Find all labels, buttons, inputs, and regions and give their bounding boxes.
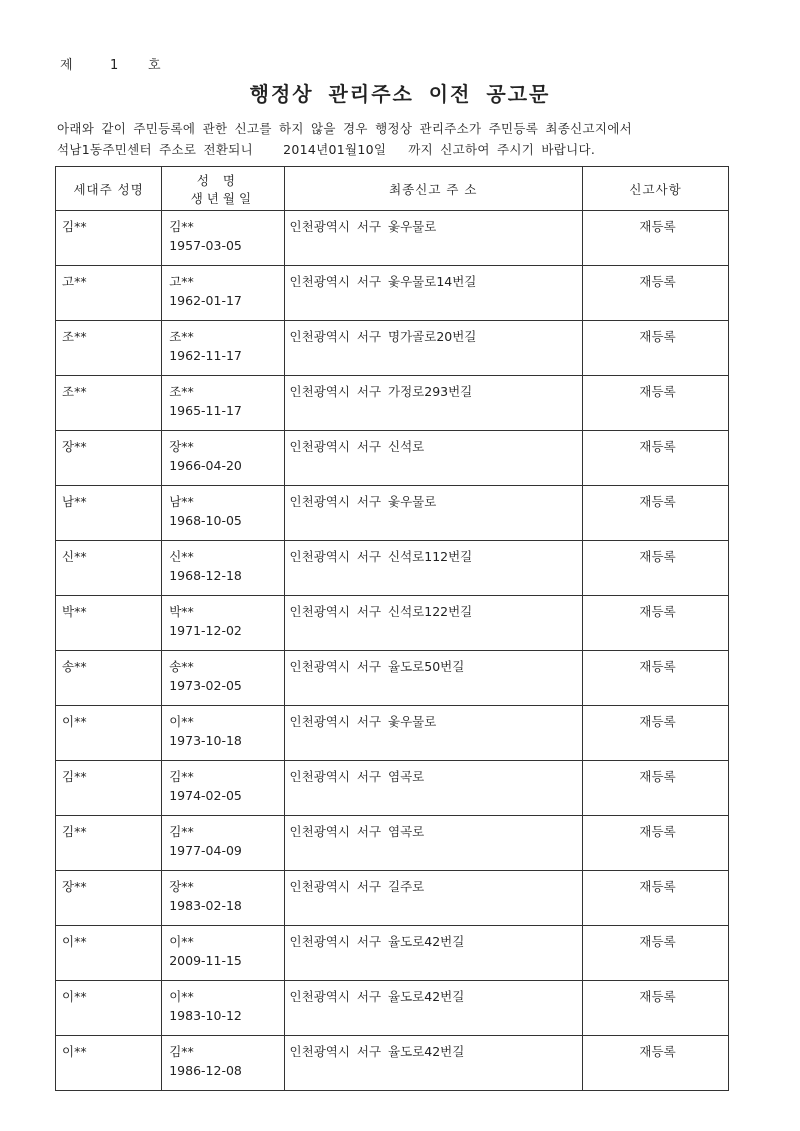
intro-line-2-start: 석남1동주민센터 주소로 전환되니 bbox=[57, 142, 254, 157]
report-type: 재등록 bbox=[639, 934, 676, 949]
birth-date: 1983-10-12 bbox=[169, 1008, 242, 1023]
person-info bbox=[162, 816, 283, 860]
householder-cell bbox=[56, 706, 162, 761]
householder-cell bbox=[56, 486, 162, 541]
person-info bbox=[162, 431, 283, 475]
person-info bbox=[162, 871, 283, 915]
householder-name: 조** bbox=[62, 329, 87, 344]
householder-name: 김** bbox=[62, 219, 87, 234]
person-name: 조** bbox=[169, 329, 194, 344]
address-cell bbox=[284, 486, 583, 541]
householder-cell bbox=[56, 651, 162, 706]
last-address: 인천광역시 서구 신석로122번길 bbox=[289, 604, 473, 619]
address-cell bbox=[284, 541, 583, 596]
person-name: 송** bbox=[169, 659, 194, 674]
table-row bbox=[56, 266, 729, 321]
householder-cell bbox=[56, 211, 162, 266]
last-address: 인천광역시 서구 옻우물로 bbox=[289, 714, 437, 729]
person-info bbox=[162, 486, 283, 530]
last-address: 인천광역시 서구 가정로293번길 bbox=[289, 384, 473, 399]
householder-cell bbox=[56, 596, 162, 651]
address-cell bbox=[284, 431, 583, 486]
report-type: 재등록 bbox=[639, 659, 676, 674]
address-cell bbox=[284, 871, 583, 926]
report-type: 재등록 bbox=[639, 549, 676, 564]
person-info bbox=[162, 651, 283, 695]
table-row bbox=[56, 1036, 729, 1091]
householder-name: 고** bbox=[62, 274, 87, 289]
doc-number-value: 1 bbox=[110, 58, 121, 73]
householder-cell bbox=[56, 266, 162, 321]
person-info bbox=[162, 761, 283, 805]
address-cell bbox=[284, 321, 583, 376]
person-name: 김** bbox=[169, 824, 194, 839]
intro-line-2-end: 까지 신고하여 주시기 바랍니다. bbox=[408, 142, 596, 157]
householder-cell bbox=[56, 431, 162, 486]
table-row bbox=[56, 871, 729, 926]
report-type: 재등록 bbox=[639, 824, 676, 839]
page-title: 행정상 관리주소 이전 공고문 bbox=[249, 82, 551, 106]
report-cell bbox=[583, 651, 729, 706]
last-address: 인천광역시 서구 신석로112번길 bbox=[289, 549, 473, 564]
birth-date: 1962-01-17 bbox=[169, 293, 242, 308]
doc-number-prefix: 제 bbox=[60, 58, 75, 73]
table-body bbox=[56, 211, 729, 1091]
householder-cell bbox=[56, 926, 162, 981]
table-row bbox=[56, 376, 729, 431]
address-cell bbox=[284, 761, 583, 816]
birth-date: 2009-11-15 bbox=[169, 953, 242, 968]
report-cell bbox=[583, 981, 729, 1036]
person-name: 조** bbox=[169, 384, 194, 399]
birth-date: 1983-02-18 bbox=[169, 898, 242, 913]
person-cell bbox=[162, 431, 284, 486]
document-number bbox=[60, 54, 163, 73]
address-cell bbox=[284, 816, 583, 871]
person-info bbox=[162, 321, 283, 365]
table-row bbox=[56, 926, 729, 981]
report-type: 재등록 bbox=[639, 989, 676, 1004]
last-address: 인천광역시 서구 염곡로 bbox=[289, 824, 425, 839]
table-row bbox=[56, 706, 729, 761]
report-cell bbox=[583, 266, 729, 321]
person-info bbox=[162, 1036, 283, 1080]
householder-name: 장** bbox=[62, 439, 87, 454]
table-row bbox=[56, 431, 729, 486]
householder-name: 박** bbox=[62, 604, 87, 619]
householder-cell bbox=[56, 376, 162, 431]
last-address: 인천광역시 서구 옻우물로 bbox=[289, 494, 437, 509]
last-address: 인천광역시 서구 율도로42번길 bbox=[289, 934, 465, 949]
person-name: 이** bbox=[169, 714, 194, 729]
address-cell bbox=[284, 981, 583, 1036]
header-birth: 생년월일 bbox=[190, 190, 256, 206]
birth-date: 1965-11-17 bbox=[169, 403, 242, 418]
person-name: 김** bbox=[169, 769, 194, 784]
report-type: 재등록 bbox=[639, 714, 676, 729]
person-cell bbox=[162, 376, 284, 431]
report-type: 재등록 bbox=[639, 274, 676, 289]
report-cell bbox=[583, 321, 729, 376]
table-header-row bbox=[56, 167, 729, 211]
householder-cell bbox=[56, 761, 162, 816]
householder-name: 송** bbox=[62, 659, 87, 674]
person-cell bbox=[162, 266, 284, 321]
birth-date: 1977-04-09 bbox=[169, 843, 242, 858]
birth-date: 1973-10-18 bbox=[169, 733, 242, 748]
person-cell bbox=[162, 1036, 284, 1091]
householder-cell bbox=[56, 1036, 162, 1091]
report-cell bbox=[583, 596, 729, 651]
person-cell bbox=[162, 541, 284, 596]
person-info bbox=[162, 266, 283, 310]
householder-name: 김** bbox=[62, 824, 87, 839]
householder-name: 신** bbox=[62, 549, 87, 564]
person-cell bbox=[162, 651, 284, 706]
person-cell bbox=[162, 211, 284, 266]
last-address: 인천광역시 서구 신석로 bbox=[289, 439, 425, 454]
report-type: 재등록 bbox=[639, 439, 676, 454]
householder-name: 남** bbox=[62, 494, 87, 509]
person-cell bbox=[162, 321, 284, 376]
birth-date: 1974-02-05 bbox=[169, 788, 242, 803]
report-cell bbox=[583, 486, 729, 541]
householder-cell bbox=[56, 981, 162, 1036]
person-info bbox=[162, 211, 283, 255]
report-type: 재등록 bbox=[639, 494, 676, 509]
householder-name: 이** bbox=[62, 1044, 87, 1059]
householder-cell bbox=[56, 541, 162, 596]
deadline-date: 2014년01월10일 bbox=[283, 142, 387, 157]
address-cell bbox=[284, 266, 583, 321]
person-name: 이** bbox=[169, 934, 194, 949]
header-name-birth bbox=[162, 167, 284, 211]
report-cell bbox=[583, 816, 729, 871]
header-address: 최종신고 주 소 bbox=[284, 167, 583, 211]
birth-date: 1968-10-05 bbox=[169, 513, 242, 528]
birth-date: 1962-11-17 bbox=[169, 348, 242, 363]
last-address: 인천광역시 서구 율도로42번길 bbox=[289, 1044, 465, 1059]
last-address: 인천광역시 서구 염곡로 bbox=[289, 769, 425, 784]
person-cell bbox=[162, 871, 284, 926]
report-cell bbox=[583, 541, 729, 596]
householder-name: 이** bbox=[62, 989, 87, 1004]
person-cell bbox=[162, 486, 284, 541]
header-report: 신고사항 bbox=[583, 167, 729, 211]
report-cell bbox=[583, 1036, 729, 1091]
person-cell bbox=[162, 596, 284, 651]
person-name: 남** bbox=[169, 494, 194, 509]
birth-date: 1968-12-18 bbox=[169, 568, 242, 583]
table-row bbox=[56, 981, 729, 1036]
report-type: 재등록 bbox=[639, 769, 676, 784]
report-cell bbox=[583, 926, 729, 981]
report-cell bbox=[583, 706, 729, 761]
report-cell bbox=[583, 871, 729, 926]
address-cell bbox=[284, 1036, 583, 1091]
person-name: 장** bbox=[169, 439, 194, 454]
table-row bbox=[56, 321, 729, 376]
person-name: 고** bbox=[169, 274, 194, 289]
doc-number-suffix: 호 bbox=[148, 58, 163, 73]
report-type: 재등록 bbox=[639, 384, 676, 399]
last-address: 인천광역시 서구 길주로 bbox=[289, 879, 425, 894]
notice-table bbox=[55, 166, 729, 1091]
report-type: 재등록 bbox=[639, 329, 676, 344]
last-address: 인천광역시 서구 옻우물로 bbox=[289, 219, 437, 234]
header-householder: 세대주 성명 bbox=[56, 167, 162, 211]
report-cell bbox=[583, 211, 729, 266]
birth-date: 1986-12-08 bbox=[169, 1063, 242, 1078]
person-cell bbox=[162, 981, 284, 1036]
report-type: 재등록 bbox=[639, 879, 676, 894]
person-name: 김** bbox=[169, 1044, 194, 1059]
householder-name: 김** bbox=[62, 769, 87, 784]
person-info bbox=[162, 706, 283, 750]
person-cell bbox=[162, 761, 284, 816]
householder-cell bbox=[56, 321, 162, 376]
table-row bbox=[56, 816, 729, 871]
birth-date: 1966-04-20 bbox=[169, 458, 242, 473]
person-name: 박** bbox=[169, 604, 194, 619]
header-name: 성명 bbox=[196, 172, 249, 188]
person-cell bbox=[162, 926, 284, 981]
address-cell bbox=[284, 596, 583, 651]
table-row bbox=[56, 596, 729, 651]
householder-name: 장** bbox=[62, 879, 87, 894]
intro-line-2 bbox=[57, 139, 632, 160]
table-row bbox=[56, 211, 729, 266]
person-name: 이** bbox=[169, 989, 194, 1004]
report-cell bbox=[583, 761, 729, 816]
report-type: 재등록 bbox=[639, 1044, 676, 1059]
person-info bbox=[162, 926, 283, 970]
last-address: 인천광역시 서구 율도로50번길 bbox=[289, 659, 465, 674]
person-name: 장** bbox=[169, 879, 194, 894]
address-cell bbox=[284, 211, 583, 266]
report-type: 재등록 bbox=[639, 604, 676, 619]
householder-name: 이** bbox=[62, 934, 87, 949]
address-cell bbox=[284, 926, 583, 981]
table-row bbox=[56, 651, 729, 706]
person-name: 김** bbox=[169, 219, 194, 234]
householder-cell bbox=[56, 871, 162, 926]
householder-name: 이** bbox=[62, 714, 87, 729]
address-cell bbox=[284, 706, 583, 761]
householder-name: 조** bbox=[62, 384, 87, 399]
last-address: 인천광역시 서구 옻우물로14번길 bbox=[289, 274, 477, 289]
birth-date: 1957-03-05 bbox=[169, 238, 242, 253]
last-address: 인천광역시 서구 율도로42번길 bbox=[289, 989, 465, 1004]
birth-date: 1971-12-02 bbox=[169, 623, 242, 638]
intro-line-1: 아래와 같이 주민등록에 관한 신고를 하지 않을 경우 행정상 관리주소가 주민등록 최종신고지에서 bbox=[57, 121, 633, 136]
person-name: 신** bbox=[169, 549, 194, 564]
report-cell bbox=[583, 376, 729, 431]
person-info bbox=[162, 981, 283, 1025]
person-info bbox=[162, 376, 283, 420]
intro-paragraph bbox=[57, 118, 632, 160]
last-address: 인천광역시 서구 명가골로20번길 bbox=[289, 329, 477, 344]
report-cell bbox=[583, 431, 729, 486]
person-info bbox=[162, 541, 283, 585]
birth-date: 1973-02-05 bbox=[169, 678, 242, 693]
report-type: 재등록 bbox=[639, 219, 676, 234]
address-cell bbox=[284, 651, 583, 706]
householder-cell bbox=[56, 816, 162, 871]
person-cell bbox=[162, 816, 284, 871]
person-cell bbox=[162, 706, 284, 761]
table-row bbox=[56, 761, 729, 816]
person-info bbox=[162, 596, 283, 640]
table-row bbox=[56, 486, 729, 541]
table-row bbox=[56, 541, 729, 596]
address-cell bbox=[284, 376, 583, 431]
